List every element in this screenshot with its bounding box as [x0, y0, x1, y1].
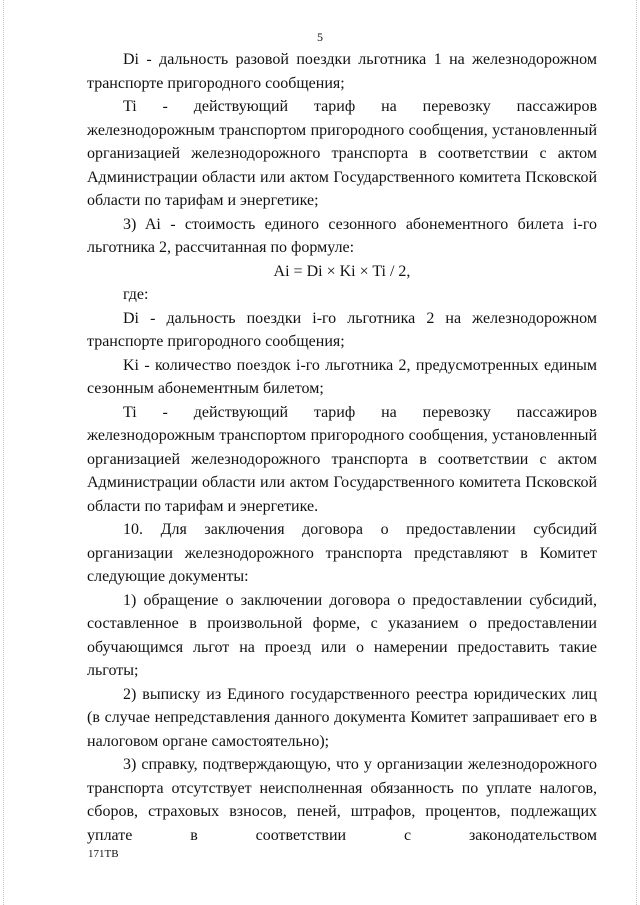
formula: Ai = Di × Ki × Ti / 2,	[273, 262, 411, 280]
paragraph-doc-1: 1) обращение о заключении договора о предоставлении субсидий, составленное в произвольной форме, с указанием о предоставлении обучающимся льгот на проезд или о намерении предоставить такие льготы;	[87, 591, 597, 679]
paragraph-clause-10: 10. Для заключения договора о предоставлении субсидий организации железнодорожного транспорта представляют в Комитет следующие документы:	[87, 521, 597, 585]
scan-right-edge	[636, 0, 638, 905]
paragraph-where: где:	[123, 286, 149, 303]
paragraph-doc-3: 3) справку, подтверждающую, что у организации железнодорожного транспорта отсутствует неисполненная обязанность по уплате налогов, сборов, страховых взносов, пеней, штрафов, процентов, подлежащих уплате в соответствии с законодательством	[87, 756, 597, 844]
paragraph-ki-definition: Ki - количество поездок i-го льготника 2, предусмотренных единым сезонным абонементным билетом;	[87, 356, 597, 397]
page-number: 5	[317, 30, 323, 44]
paragraph-doc-2: 2) выписку из Единого государственного реестра юридических лиц (в случае непредставления данного документа Комитет запрашивает его в налоговом органе самостоятельно);	[87, 685, 597, 750]
paragraph-item-3: 3) Ai - стоимость единого сезонного абонементного билета i-го льготника 2, рассчитанная по формуле:	[87, 215, 597, 256]
paragraph-ti-definition-2: Ti - действующий тариф на перевозку пассажиров железнодорожным транспортом пригородного сообщения, установленный организацией железнодорожного транспорта в соответствии с актом Администрации области или актом Государственного комитета Псковской области по тарифам и энергетике.	[87, 403, 597, 515]
scan-left-edge	[3, 0, 5, 905]
footer-code: 171ТВ	[88, 848, 119, 860]
paragraph-di-definition-2: Di - дальность поездки i-го льготника 2 на железнодорожном транспорте пригородного сообщения;	[87, 309, 597, 350]
paragraph-di-definition: Di - дальность разовой поездки льготника 1 на железнодорожном транспорте пригородного сообщения;	[87, 51, 597, 92]
paragraph-ti-definition: Ti - действующий тариф на перевозку пассажиров железнодорожным транспортом пригородного сообщения, установленный организацией железнодорожного транспорта в соответствии с актом Администрации области или актом Государственного комитета Псковской области по тарифам и энергетике;	[87, 98, 597, 209]
document-body	[87, 48, 597, 847]
